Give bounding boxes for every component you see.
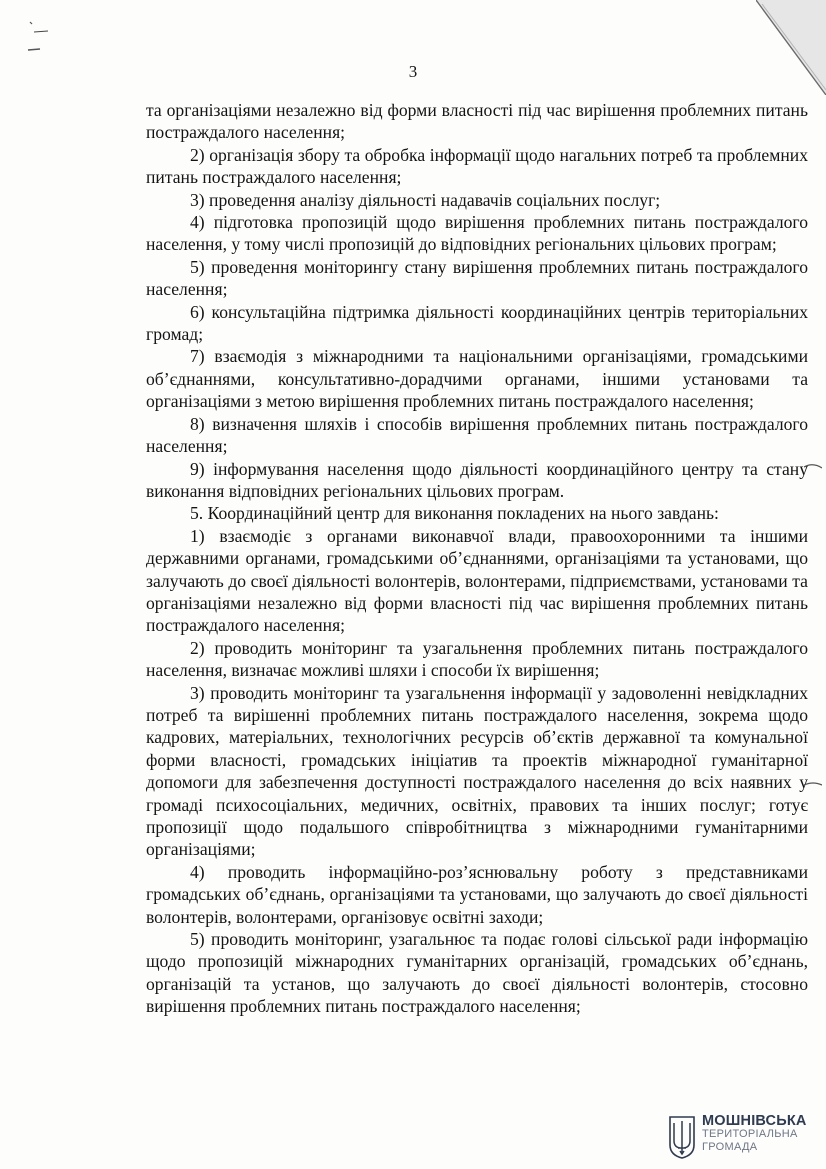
logo-subtitle: ТЕРИТОРІАЛЬНА	[702, 1128, 798, 1140]
paragraph: 5) проводить моніторинг, узагальнює та подає голові сільської ради інформацію щодо пропозицій міжнародних гуманітарних організацій, громадських об’єднань, організацій та установ, що залучають до своєї діяльності волонтерів, стосовно вирішення проблемних питань постраждалого населення;	[146, 929, 808, 1017]
paragraph: 2) організація збору та обробка інформації щодо нагальних потреб та проблемних питань постраждалого населення;	[146, 144, 808, 188]
paragraph: та організаціями незалежно від форми власності під час вирішення проблемних питань постраждалого населення;	[146, 100, 808, 143]
paragraph: 3) проводить моніторинг та узагальнення інформації у задоволенні невідкладних потреб та вирішенні проблемних питань постраждалого населення, зокрема щодо кадрових, матеріальних, технологічних ресурсів об’єктів державної та комунальної форми власності, громадських ініціатив та проектів міжнародної гуманітарної допомоги для забезпечення доступності постраждалого населення до всіх наявних у громаді психосоціальних, медичних, освітніх, правових та інших послуг; готує пропозиції щодо подальшого співробітництва з міжнародними гуманітарними організаціями;	[146, 682, 808, 860]
paragraph: 9) інформування населення щодо діяльності координаційного центру та стану виконання відповідних регіональних цільових програм.	[146, 458, 808, 501]
margin-mark-icon	[18, 10, 58, 60]
paragraph: 2) проводить моніторинг та узагальнення проблемних питань постраждалого населення, визначає можливі шляхи і способи їх вирішення;	[146, 637, 808, 681]
paragraph: 4) підготовка пропозицій щодо вирішення проблемних питань постраждалого населення, у тому числі пропозицій до відповідних регіональних цільових програм;	[146, 212, 808, 255]
paragraph: 6) консультаційна підтримка діяльності координаційних центрів територіальних громад;	[146, 301, 808, 345]
paragraph: 8) визначення шляхів і способів вирішення проблемних питань постраждалого населення;	[146, 413, 808, 457]
edge-mark-icon	[804, 462, 822, 472]
paragraph: 5) проведення моніторингу стану вирішення проблемних питань постраждалого населення;	[146, 256, 808, 300]
logo-title: МОШНІВСЬКА	[702, 1113, 807, 1129]
paragraph: 4) проводить інформаційно-роз’яснювальну роботу з представниками громадських об’єднань, організаціями та установами, що залучають до своєї діяльності волонтерів, волонтерами, організовує освітні заходи;	[146, 861, 808, 927]
document-body	[146, 99, 808, 1018]
paragraph: 7) взаємодія з міжнародними та національними організаціями, громадськими об’єднаннями, консультативно-дорадчими органами, іншими установами та організаціями з метою вирішення проблемних питань постраждалого населення;	[146, 346, 808, 412]
paragraph: 1) взаємодіє з органами виконавчої влади, правоохоронними та іншими державними органами, громадськими об’єднаннями, організаціями та установами, що залучають до своєї діяльності волонтерів, волонтерами, підприємствами, установами та організаціями незалежно від форми власності під час вирішення проблемних питань постраждалого населення;	[146, 525, 808, 636]
paragraph: 3) проведення аналізу діяльності надавачів соціальних послуг;	[190, 189, 661, 210]
logo-subtitle: ГРОМАДА	[702, 1141, 758, 1153]
page-number: 3	[408, 62, 418, 81]
trident-icon	[668, 1115, 696, 1159]
edge-mark-icon	[804, 780, 822, 790]
paragraph: 5. Координаційний центр для виконання покладених на нього завдань:	[190, 503, 719, 524]
community-logo	[668, 1113, 818, 1161]
